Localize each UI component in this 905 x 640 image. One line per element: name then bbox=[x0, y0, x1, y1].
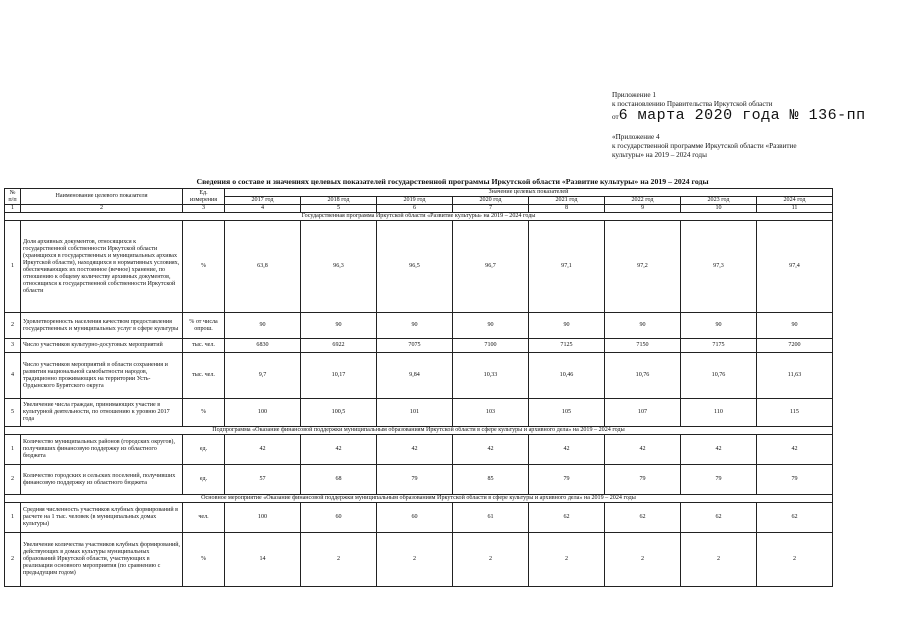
value-cell: 115 bbox=[757, 399, 833, 427]
indicator-name: Количество муниципальных районов (городских округов), получивших финансовую поддержку из областного бюджета bbox=[21, 435, 183, 465]
column-number: 8 bbox=[529, 205, 605, 213]
row-number: 3 bbox=[5, 339, 21, 353]
value-cell: 42 bbox=[605, 435, 681, 465]
value-cell: 2 bbox=[529, 533, 605, 587]
column-number: 2 bbox=[21, 205, 183, 213]
value-cell: 42 bbox=[225, 435, 301, 465]
value-cell: 100 bbox=[225, 399, 301, 427]
unit-cell: чел. bbox=[183, 503, 225, 533]
table-row bbox=[5, 313, 833, 339]
value-cell: 7075 bbox=[377, 339, 453, 353]
value-cell: 10,17 bbox=[301, 353, 377, 399]
column-number: 7 bbox=[453, 205, 529, 213]
appendix-line-4: «Приложение 4 bbox=[612, 133, 660, 141]
value-cell: 6922 bbox=[301, 339, 377, 353]
value-cell: 90 bbox=[605, 313, 681, 339]
header-name: Наименование целевого показателя bbox=[21, 189, 183, 205]
row-number: 1 bbox=[5, 435, 21, 465]
row-number: 2 bbox=[5, 465, 21, 495]
row-number: 2 bbox=[5, 313, 21, 339]
value-cell: 90 bbox=[453, 313, 529, 339]
value-cell: 100 bbox=[225, 503, 301, 533]
header-year: 2023 год bbox=[681, 197, 757, 205]
column-number: 10 bbox=[681, 205, 757, 213]
value-cell: 62 bbox=[681, 503, 757, 533]
value-cell: 79 bbox=[681, 465, 757, 495]
indicator-name: Число участников мероприятий в области сохранения и развития национальной самобытности народов, традиционно проживающих на территории Усть-Ордынского Бурятского округа bbox=[21, 353, 183, 399]
header-row bbox=[5, 189, 833, 197]
value-cell: 79 bbox=[757, 465, 833, 495]
indicator-name: Увеличение количества участников клубных формирований, действующих в домах культуры муниципальных образований Иркутской области, участвующих в реализации основного мероприятия (по сравнению с предыдущим годом) bbox=[21, 533, 183, 587]
indicator-name: Средняя численность участников клубных формирований в расчете на 1 тыс. человек (в муниципальных домах культуры) bbox=[21, 503, 183, 533]
table-row bbox=[5, 465, 833, 495]
value-cell: 42 bbox=[377, 435, 453, 465]
indicator-name: Доля архивных документов, относящихся к государственной собственности Иркутской области (хранящихся в государственных и муниципальных архивах Иркутской области), находящихся в нормативных условиях, обеспечивающих их постоянное (вечное) хранение, по отношению к общему количеству архивных документов, относящихся к государственной собственности Иркутской области bbox=[21, 221, 183, 313]
value-cell: 90 bbox=[757, 313, 833, 339]
value-cell: 2 bbox=[605, 533, 681, 587]
value-cell: 90 bbox=[377, 313, 453, 339]
unit-cell: % bbox=[183, 399, 225, 427]
indicator-name: Количество городских и сельских поселений, получивших финансовую поддержку из областного бюджета bbox=[21, 465, 183, 495]
table-row bbox=[5, 221, 833, 313]
value-cell: 90 bbox=[301, 313, 377, 339]
value-cell: 60 bbox=[377, 503, 453, 533]
document-title: Сведения о составе и значениях целевых показателей государственной программы Иркутской области «Развитие культуры» на 2019 – 2024 годы bbox=[196, 177, 709, 186]
value-cell: 110 bbox=[681, 399, 757, 427]
value-cell: 97,1 bbox=[529, 221, 605, 313]
value-cell: 62 bbox=[529, 503, 605, 533]
value-cell: 90 bbox=[225, 313, 301, 339]
value-cell: 10,76 bbox=[605, 353, 681, 399]
unit-cell: % bbox=[183, 533, 225, 587]
column-number: 3 bbox=[183, 205, 225, 213]
column-number: 11 bbox=[757, 205, 833, 213]
section-row-main-event bbox=[5, 495, 833, 503]
value-cell: 60 bbox=[301, 503, 377, 533]
header-year: 2022 год bbox=[605, 197, 681, 205]
indicator-name: Число участников культурно-досуговых мероприятий bbox=[21, 339, 183, 353]
table-row bbox=[5, 435, 833, 465]
value-cell: 63,8 bbox=[225, 221, 301, 313]
value-cell: 85 bbox=[453, 465, 529, 495]
value-cell: 79 bbox=[377, 465, 453, 495]
value-cell: 14 bbox=[225, 533, 301, 587]
section-title: Государственная программа Иркутской области «Развитие культуры» на 2019 – 2024 годы bbox=[5, 213, 833, 221]
value-cell: 96,3 bbox=[301, 221, 377, 313]
unit-cell: % bbox=[183, 221, 225, 313]
column-number: 1 bbox=[5, 205, 21, 213]
header-values-group: Значение целевых показателей bbox=[225, 189, 833, 197]
value-cell: 9,7 bbox=[225, 353, 301, 399]
table-row bbox=[5, 503, 833, 533]
value-cell: 2 bbox=[757, 533, 833, 587]
value-cell: 2 bbox=[453, 533, 529, 587]
row-number: 1 bbox=[5, 221, 21, 313]
table-row bbox=[5, 399, 833, 427]
value-cell: 101 bbox=[377, 399, 453, 427]
value-cell: 61 bbox=[453, 503, 529, 533]
appendix-block bbox=[612, 91, 872, 160]
value-cell: 2 bbox=[301, 533, 377, 587]
value-cell: 79 bbox=[605, 465, 681, 495]
value-cell: 96,7 bbox=[453, 221, 529, 313]
value-cell: 2 bbox=[377, 533, 453, 587]
value-cell: 97,3 bbox=[681, 221, 757, 313]
value-cell: 100,5 bbox=[301, 399, 377, 427]
value-cell: 6830 bbox=[225, 339, 301, 353]
header-year: 2019 год bbox=[377, 197, 453, 205]
value-cell: 90 bbox=[681, 313, 757, 339]
row-number: 1 bbox=[5, 503, 21, 533]
appendix-line-2: к постановлению Правительства Иркутской области bbox=[612, 100, 773, 108]
column-number: 6 bbox=[377, 205, 453, 213]
value-cell: 42 bbox=[529, 435, 605, 465]
appendix-decree-prefix: от bbox=[612, 113, 619, 121]
column-number: 5 bbox=[301, 205, 377, 213]
header-year: 2020 год bbox=[453, 197, 529, 205]
decree-date-stamp: 6 марта 2020 года № 136-пп bbox=[618, 107, 866, 124]
section-title: Основное мероприятие «Оказание финансовой поддержки муниципальным образованиям Иркутской области в сфере культуры и архивного дела» на 2019 – 2024 годы bbox=[5, 495, 833, 503]
value-cell: 7175 bbox=[681, 339, 757, 353]
value-cell: 105 bbox=[529, 399, 605, 427]
value-cell: 107 bbox=[605, 399, 681, 427]
value-cell: 7125 bbox=[529, 339, 605, 353]
section-row-program bbox=[5, 213, 833, 221]
indicator-name: Увеличение числа граждан, принимающих участие в культурной деятельности, по отношению к уровню 2017 года bbox=[21, 399, 183, 427]
column-number: 4 bbox=[225, 205, 301, 213]
value-cell: 57 bbox=[225, 465, 301, 495]
value-cell: 90 bbox=[529, 313, 605, 339]
value-cell: 79 bbox=[529, 465, 605, 495]
section-row-subprogram bbox=[5, 427, 833, 435]
value-cell: 103 bbox=[453, 399, 529, 427]
header-year: 2018 год bbox=[301, 197, 377, 205]
appendix-line-5: к государственной программе Иркутской области «Развитие bbox=[612, 142, 797, 150]
value-cell: 42 bbox=[681, 435, 757, 465]
value-cell: 7150 bbox=[605, 339, 681, 353]
value-cell: 62 bbox=[757, 503, 833, 533]
row-number: 4 bbox=[5, 353, 21, 399]
header-unit: Ед. измерения bbox=[183, 189, 225, 205]
value-cell: 7100 bbox=[453, 339, 529, 353]
value-cell: 10,46 bbox=[529, 353, 605, 399]
column-number: 9 bbox=[605, 205, 681, 213]
value-cell: 2 bbox=[681, 533, 757, 587]
appendix-decree-line bbox=[612, 109, 872, 123]
header-num: № п/п bbox=[5, 189, 21, 205]
value-cell: 42 bbox=[757, 435, 833, 465]
unit-cell: тыс. чел. bbox=[183, 339, 225, 353]
value-cell: 11,63 bbox=[757, 353, 833, 399]
value-cell: 9,84 bbox=[377, 353, 453, 399]
indicator-name: Удовлетворенность населения качеством предоставления государственных и муниципальных услуг в сфере культуры bbox=[21, 313, 183, 339]
value-cell: 7200 bbox=[757, 339, 833, 353]
indicators-table bbox=[4, 188, 833, 587]
value-cell: 97,2 bbox=[605, 221, 681, 313]
value-cell: 10,33 bbox=[453, 353, 529, 399]
row-number: 5 bbox=[5, 399, 21, 427]
table-row bbox=[5, 339, 833, 353]
section-title: Подпрограмма «Оказание финансовой поддержки муниципальным образованиям Иркутской области в сфере культуры и архивного дела» на 2019 – 2024 годы bbox=[5, 427, 833, 435]
unit-cell: ед. bbox=[183, 465, 225, 495]
value-cell: 10,76 bbox=[681, 353, 757, 399]
unit-cell: ед. bbox=[183, 435, 225, 465]
appendix-line-1: Приложение 1 bbox=[612, 91, 656, 99]
unit-cell: % от числа опрош. bbox=[183, 313, 225, 339]
table-row bbox=[5, 353, 833, 399]
value-cell: 62 bbox=[605, 503, 681, 533]
value-cell: 68 bbox=[301, 465, 377, 495]
header-year: 2024 год bbox=[757, 197, 833, 205]
header-year: 2021 год bbox=[529, 197, 605, 205]
column-numbers-row bbox=[5, 205, 833, 213]
value-cell: 42 bbox=[301, 435, 377, 465]
table-row bbox=[5, 533, 833, 587]
value-cell: 97,4 bbox=[757, 221, 833, 313]
value-cell: 42 bbox=[453, 435, 529, 465]
row-number: 2 bbox=[5, 533, 21, 587]
header-year: 2017 год bbox=[225, 197, 301, 205]
appendix-line-6: культуры» на 2019 – 2024 годы bbox=[612, 151, 707, 159]
unit-cell: тыс. чел. bbox=[183, 353, 225, 399]
value-cell: 96,5 bbox=[377, 221, 453, 313]
